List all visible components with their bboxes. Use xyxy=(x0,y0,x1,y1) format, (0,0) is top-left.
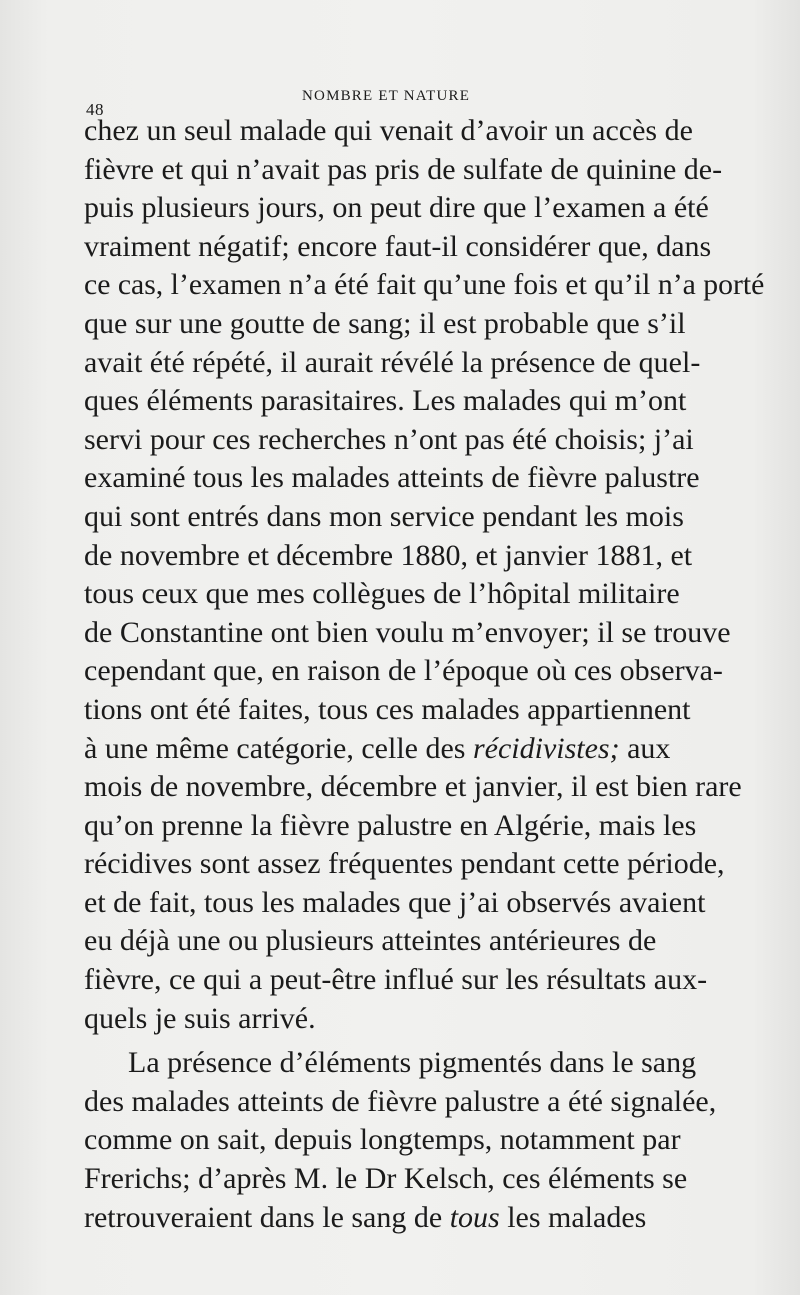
text-line: des malades atteints de fièvre palustre a été signalée, xyxy=(84,1084,717,1118)
text-line: La présence d’éléments pigmentés dans le sang xyxy=(128,1046,697,1080)
italic-text: récidivistes; xyxy=(472,731,620,765)
text-line: examiné tous les malades atteints de fièvre palustre xyxy=(84,461,700,495)
text-line: récidives sont assez fréquentes pendant cette période, xyxy=(84,847,725,881)
running-head: NOMBRE ET NATURE xyxy=(302,88,471,104)
text-line: fièvre, ce qui a peut-être influé sur les résultats aux- xyxy=(84,963,708,997)
text-line: et de fait, tous les malades que j’ai observés avaient xyxy=(84,885,706,919)
text-run: aux xyxy=(619,731,671,765)
text-line: que sur une goutte de sang; il est probable que s’il xyxy=(84,306,686,340)
text-line: fièvre et qui n’avait pas pris de sulfate de quinine de- xyxy=(84,152,723,186)
text-line: de Constantine ont bien voulu m’envoyer; il se trouve xyxy=(84,615,731,649)
text-line: eu déjà une ou plusieurs atteintes antérieures de xyxy=(84,924,657,958)
text-line: cependant que, en raison de l’époque où ces observa- xyxy=(84,654,723,688)
text-run: les malades xyxy=(499,1200,647,1234)
text-line: tions ont été faites, tous ces malades appartiennent xyxy=(84,692,691,726)
text-line: qui sont entrés dans mon service pendant les mois xyxy=(84,499,684,533)
text-line: mois de novembre, décembre et janvier, il est bien rare xyxy=(84,770,742,804)
text-line: qu’on prenne la fièvre palustre en Algérie, mais les xyxy=(84,808,697,842)
body-text xyxy=(84,112,764,1237)
text-line: chez un seul malade qui venait d’avoir un accès de xyxy=(84,114,693,147)
text-run: retrouveraient dans le sang de xyxy=(84,1200,450,1234)
paragraph xyxy=(84,1044,764,1237)
text-line: servi pour ces recherches n’ont pas été choisis; j’ai xyxy=(84,422,694,456)
text-line: vraiment négatif; encore faut-il considérer que, dans xyxy=(84,229,712,263)
text-line: quels je suis arrivé. xyxy=(84,1001,316,1035)
text-line: ce cas, l’examen n’a été fait qu’une fois et qu’il n’a porté xyxy=(84,268,765,302)
text-line: comme on sait, depuis longtemps, notamment par xyxy=(84,1123,681,1157)
text-line: ques éléments parasitaires. Les malades qui m’ont xyxy=(84,384,687,418)
paragraph xyxy=(84,112,764,1038)
page-number: 48 xyxy=(86,100,104,119)
text-line: tous ceux que mes collègues de l’hôpital militaire xyxy=(84,577,680,611)
italic-text: tous xyxy=(449,1200,500,1234)
text-line xyxy=(84,1199,764,1238)
text-line: de novembre et décembre 1880, et janvier 1881, et xyxy=(84,538,693,572)
text-line: Frerichs; d’après M. le Dr Kelsch, ces éléments se xyxy=(84,1162,688,1196)
text-line: puis plusieurs jours, on peut dire que l’examen a été xyxy=(84,191,709,225)
text-line: avait été répété, il aurait révélé la présence de quel- xyxy=(84,345,701,379)
text-line xyxy=(84,730,764,769)
text-run: à une même catégorie, celle des xyxy=(84,731,473,765)
